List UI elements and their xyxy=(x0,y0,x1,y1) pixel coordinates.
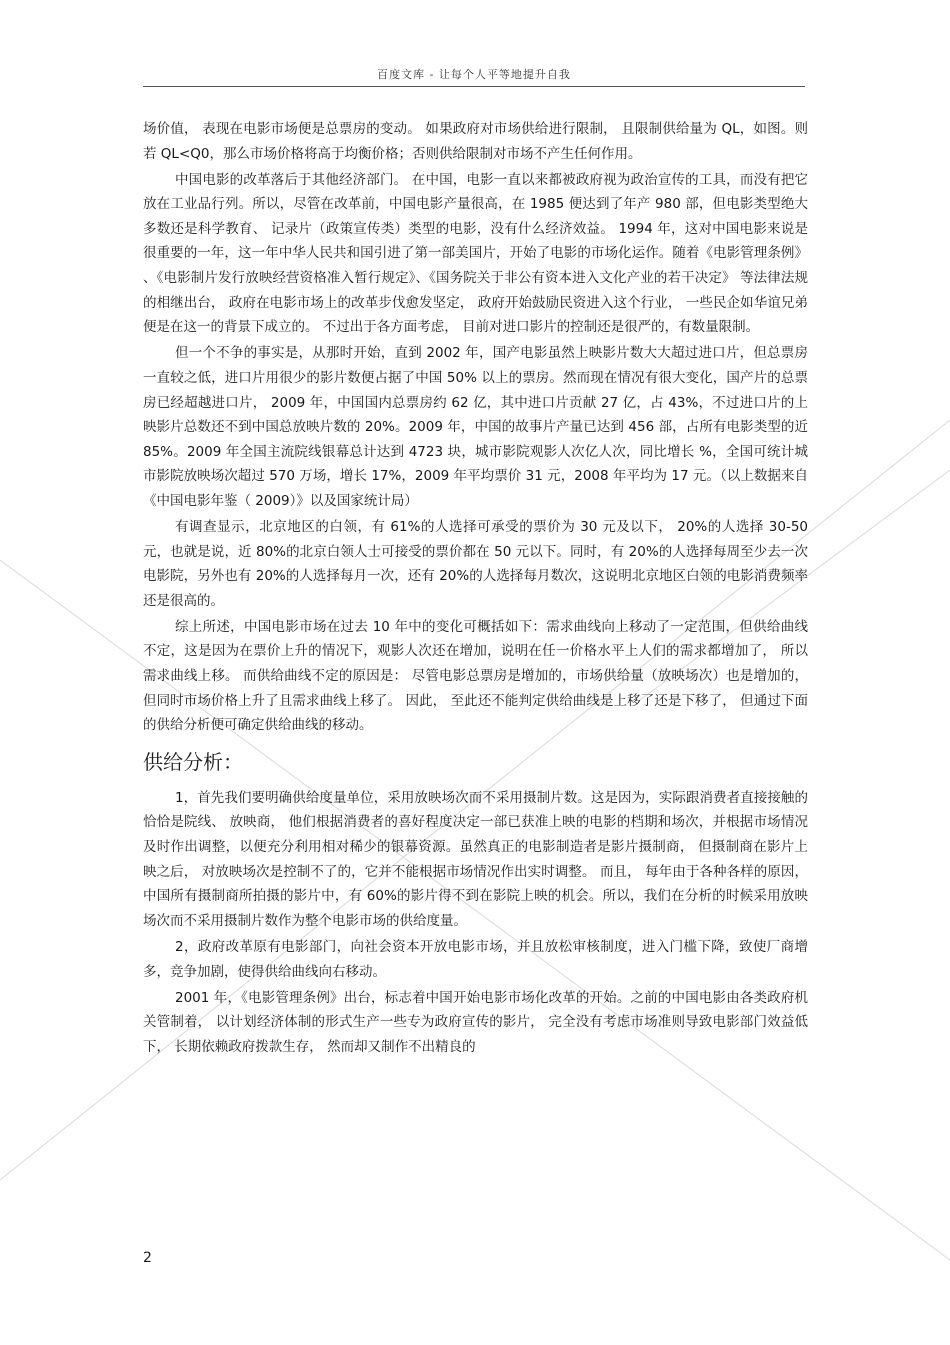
paragraph-1: 场价值， 表现在电影市场便是总票房的变动。 如果政府对市场供给进行限制， 且限制供给量为 QL，如图。则若 QL<Q0，那么市场价格将高于均衡价格；否则供给限制对市场不产生任何作用。 xyxy=(143,121,808,162)
paragraph-6: 1，首先我们要明确供给度量单位，采用放映场次而不采用摄制片数。这是因为，实际跟消费者直接接触的恰恰是院线、 放映商， 他们根据消费者的喜好程度决定一部已获准上映的电影的档期和场次，并根据市场情况及时作出调整，以便充分利用相对稀少的银幕资源。虽然真正的电影制造者是影片摄制商， 但摄制商在影片上映之后， 对放映场次是控制不了的，它并不能根据市场情况作出实时调整。 而且， 每年由于各种各样的原因， 中国所有摄制商所拍摄的影片中，有 60%的影片得不到在影院上映的机会。所以，我们在分析的时候采用放映场次而不采用摄制片数作为整个电影市场的供给度量。 xyxy=(143,789,808,929)
paragraph-4: 有调查显示，北京地区的白领，有 61%的人选择可承受的票价为 30 元及以下， 20%的人选择 30-50 元，也就是说，近 80%的北京白领人士可接受的票价都在 50 元以下。同时，有 20%的人选择每周至少去一次电影院，另外也有 20%的人选择每月一次，还有 20%的人选择每月数次，这说明北京地区白领的电影消费频率还是很高的。 xyxy=(143,519,808,609)
document-header: 百度文库 - 让每个人平等地提升自我 xyxy=(377,68,571,81)
section-title: 供给分析： xyxy=(143,749,243,774)
paragraph-2: 中国电影的改革落后于其他经济部门。 在中国，电影一直以来都被政府视为政治宣传的工具，而没有把它放在工业品行列。所以，尽管在改革前，中国电影产量很高，在 1985 便达到了年产 980 部，但电影类型绝大多数还是科学教育、 记录片（政策宣传类）类型的电影，没有什么经济效益。 1994 年，这对中国电影来说是很重要的一年，这一年中华人民共和国引进了第一部美国片，开始了电影的市场化运作。随着《电影管理条例》 、《电影制片发行放映经营资格准入暂行规定》、《国务院关于非公有资本进入文化产业的若干决定》 等法律法规的相继出台， 政府在电影市场上的改革步伐愈发坚定， 政府开始鼓励民资进入这个行业， 一些民企如华谊兄弟便是在这一的背景下成立的。 不过出于各方面考虑， 目前对进口影片的控制还是很严的，有数量限制。 xyxy=(143,171,808,336)
paragraphs-before xyxy=(143,117,808,738)
paragraphs-after xyxy=(143,786,808,1060)
paragraph-7: 2，政府改革原有电影部门，向社会资本开放电影市场，并且放松审核制度，进入门槛下降，致使厂商增多，竞争加剧，使得供给曲线向右移动。 xyxy=(143,938,808,980)
document-body xyxy=(143,117,808,1061)
paragraph-8: 2001 年，《电影管理条例》出台，标志着中国开始电影市场化改革的开始。之前的中国电影由各类政府机关管制着， 以计划经济体制的形式生产一些专为政府宣传的影片， 完全没有考虑市场准则导致电影部门效益低下， 长期依赖政府拨款生存， 然而却又制作不出精良的 xyxy=(143,989,808,1055)
paragraph-5: 综上所述，中国电影市场在过去 10 年中的变化可概括如下：需求曲线向上移动了一定范围，但供给曲线不定，这是因为在票价上升的情况下，观影人次还在增加，说明在任一价格水平上人们的需求都增加了， 所以需求曲线上移。 而供给曲线不定的原因是： 尽管电影总票房是增加的，市场供给量（放映场次）也是增加的，但同时市场价格上升了且需求曲线上移了。 因此， 至此还不能判定供给曲线是上移了还是下移了， 但通过下面的供给分析便可确定供给曲线的移动。 xyxy=(143,618,808,734)
page-number: 2 xyxy=(143,1250,152,1266)
paragraph-3: 但一个不争的事实是，从那时开始，直到 2002 年，国产电影虽然上映影片数大大超过进口片，但总票房一直较之低，进口片用很少的影片数便占据了中国 50% 以上的票房。然而现在情况有很大变化，国产片的总票房已经超越进口片， 2009 年，中国国内总票房约 62 亿，其中进口片贡献 27 亿，占 43%，不过进口片的上映影片总数还不到中国总放映片数的 20%。2009 年，中国的故事片产量已达到 456 部，占所有电影类型的近 85%。2009 年全国主流院线银幕总计达到 4723 块，城市影院观影人次亿人次，同比增长 %，全国可统计城市影院放映场次超过 570 万场，增长 17%，2009 年平均票价 31 元，2008 年平均为 17 元。（以上数据来自《中国电影年鉴（ 2009）》以及国家统计局） xyxy=(143,345,808,509)
header-rule xyxy=(143,86,805,87)
